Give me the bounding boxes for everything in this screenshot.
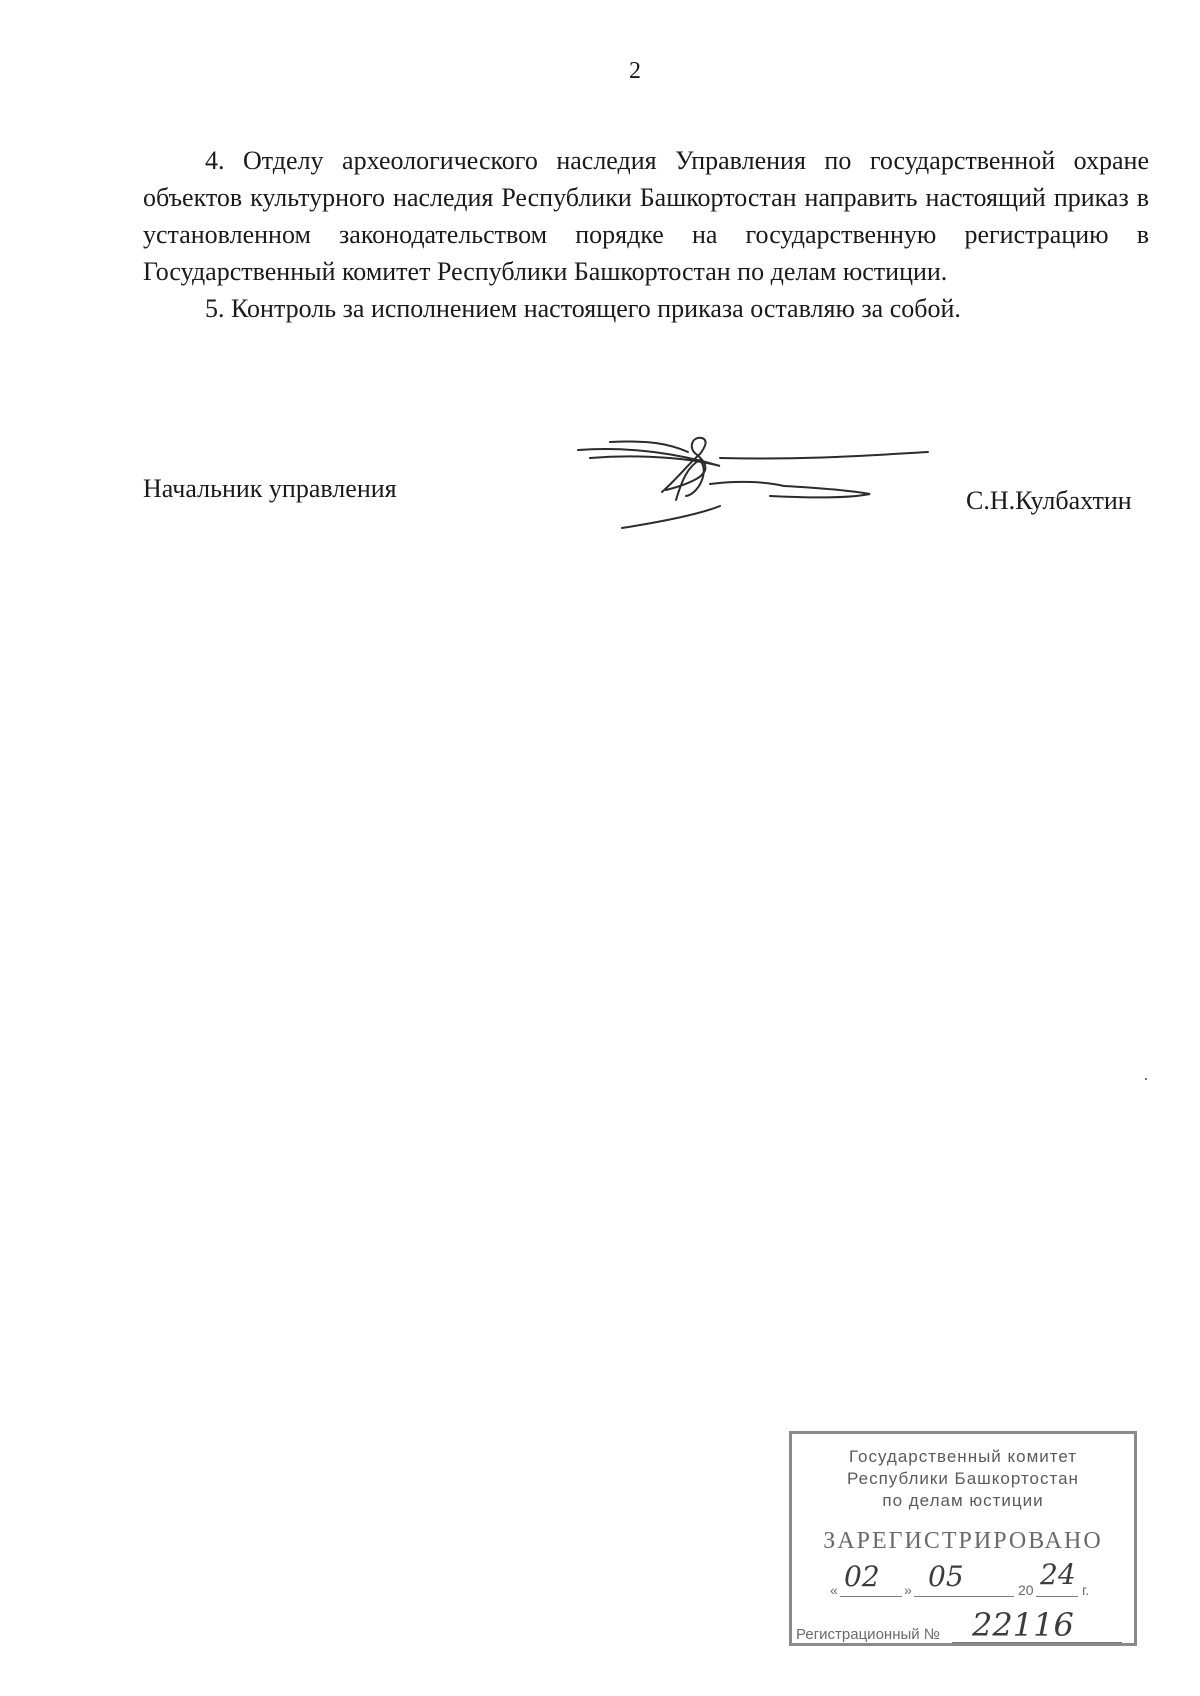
date-year-unit: г. [1082, 1582, 1090, 1598]
date-year-line [1036, 1596, 1078, 1597]
signatory-name: С.Н.Кулбахтин [966, 486, 1132, 515]
reg-number: 22116 [972, 1606, 1074, 1644]
scan-speck [1145, 1078, 1147, 1080]
date-year-prefix: 20 [1018, 1582, 1034, 1598]
document-body [143, 142, 1149, 327]
date-month: 05 [928, 1560, 964, 1593]
paragraph-4: 4. Отделу археологического наследия Управления по государственной охране объектов культурного наследия Республики Башкортостан направить настоящий приказ в установленном законодательством порядке на государственную регистрацию в Государственный комитет Республики Башкортостан по делам юстиции. [143, 146, 1149, 286]
date-close-quote: » [904, 1582, 912, 1598]
handwritten-signature [570, 432, 940, 542]
reg-label: Регистрационный № [796, 1626, 940, 1643]
date-year-suffix: 24 [1040, 1558, 1076, 1591]
stamp-org-line-2: Республики Башкортостан [847, 1469, 1079, 1488]
stamp-org-line-1: Государственный комитет [848, 1447, 1078, 1466]
signatory-title: Начальник управления [143, 474, 397, 503]
stamp-org-line-3: по делам юстиции [882, 1491, 1044, 1510]
registration-stamp [789, 1431, 1137, 1646]
stamp-date [828, 1558, 1128, 1606]
date-day-line [840, 1596, 902, 1597]
page-number: 2 [629, 58, 641, 84]
stamp-organization [792, 1446, 1134, 1512]
date-month-line [914, 1596, 1014, 1597]
paragraph-5: 5. Контроль за исполнением настоящего приказа оставляю за собой. [205, 294, 961, 323]
stamp-registration [792, 1606, 1132, 1646]
date-open-quote: « [830, 1582, 838, 1598]
stamp-status: ЗАРЕГИСТРИРОВАНО [823, 1528, 1103, 1554]
date-day: 02 [844, 1560, 880, 1593]
reg-number-line [952, 1642, 1122, 1643]
